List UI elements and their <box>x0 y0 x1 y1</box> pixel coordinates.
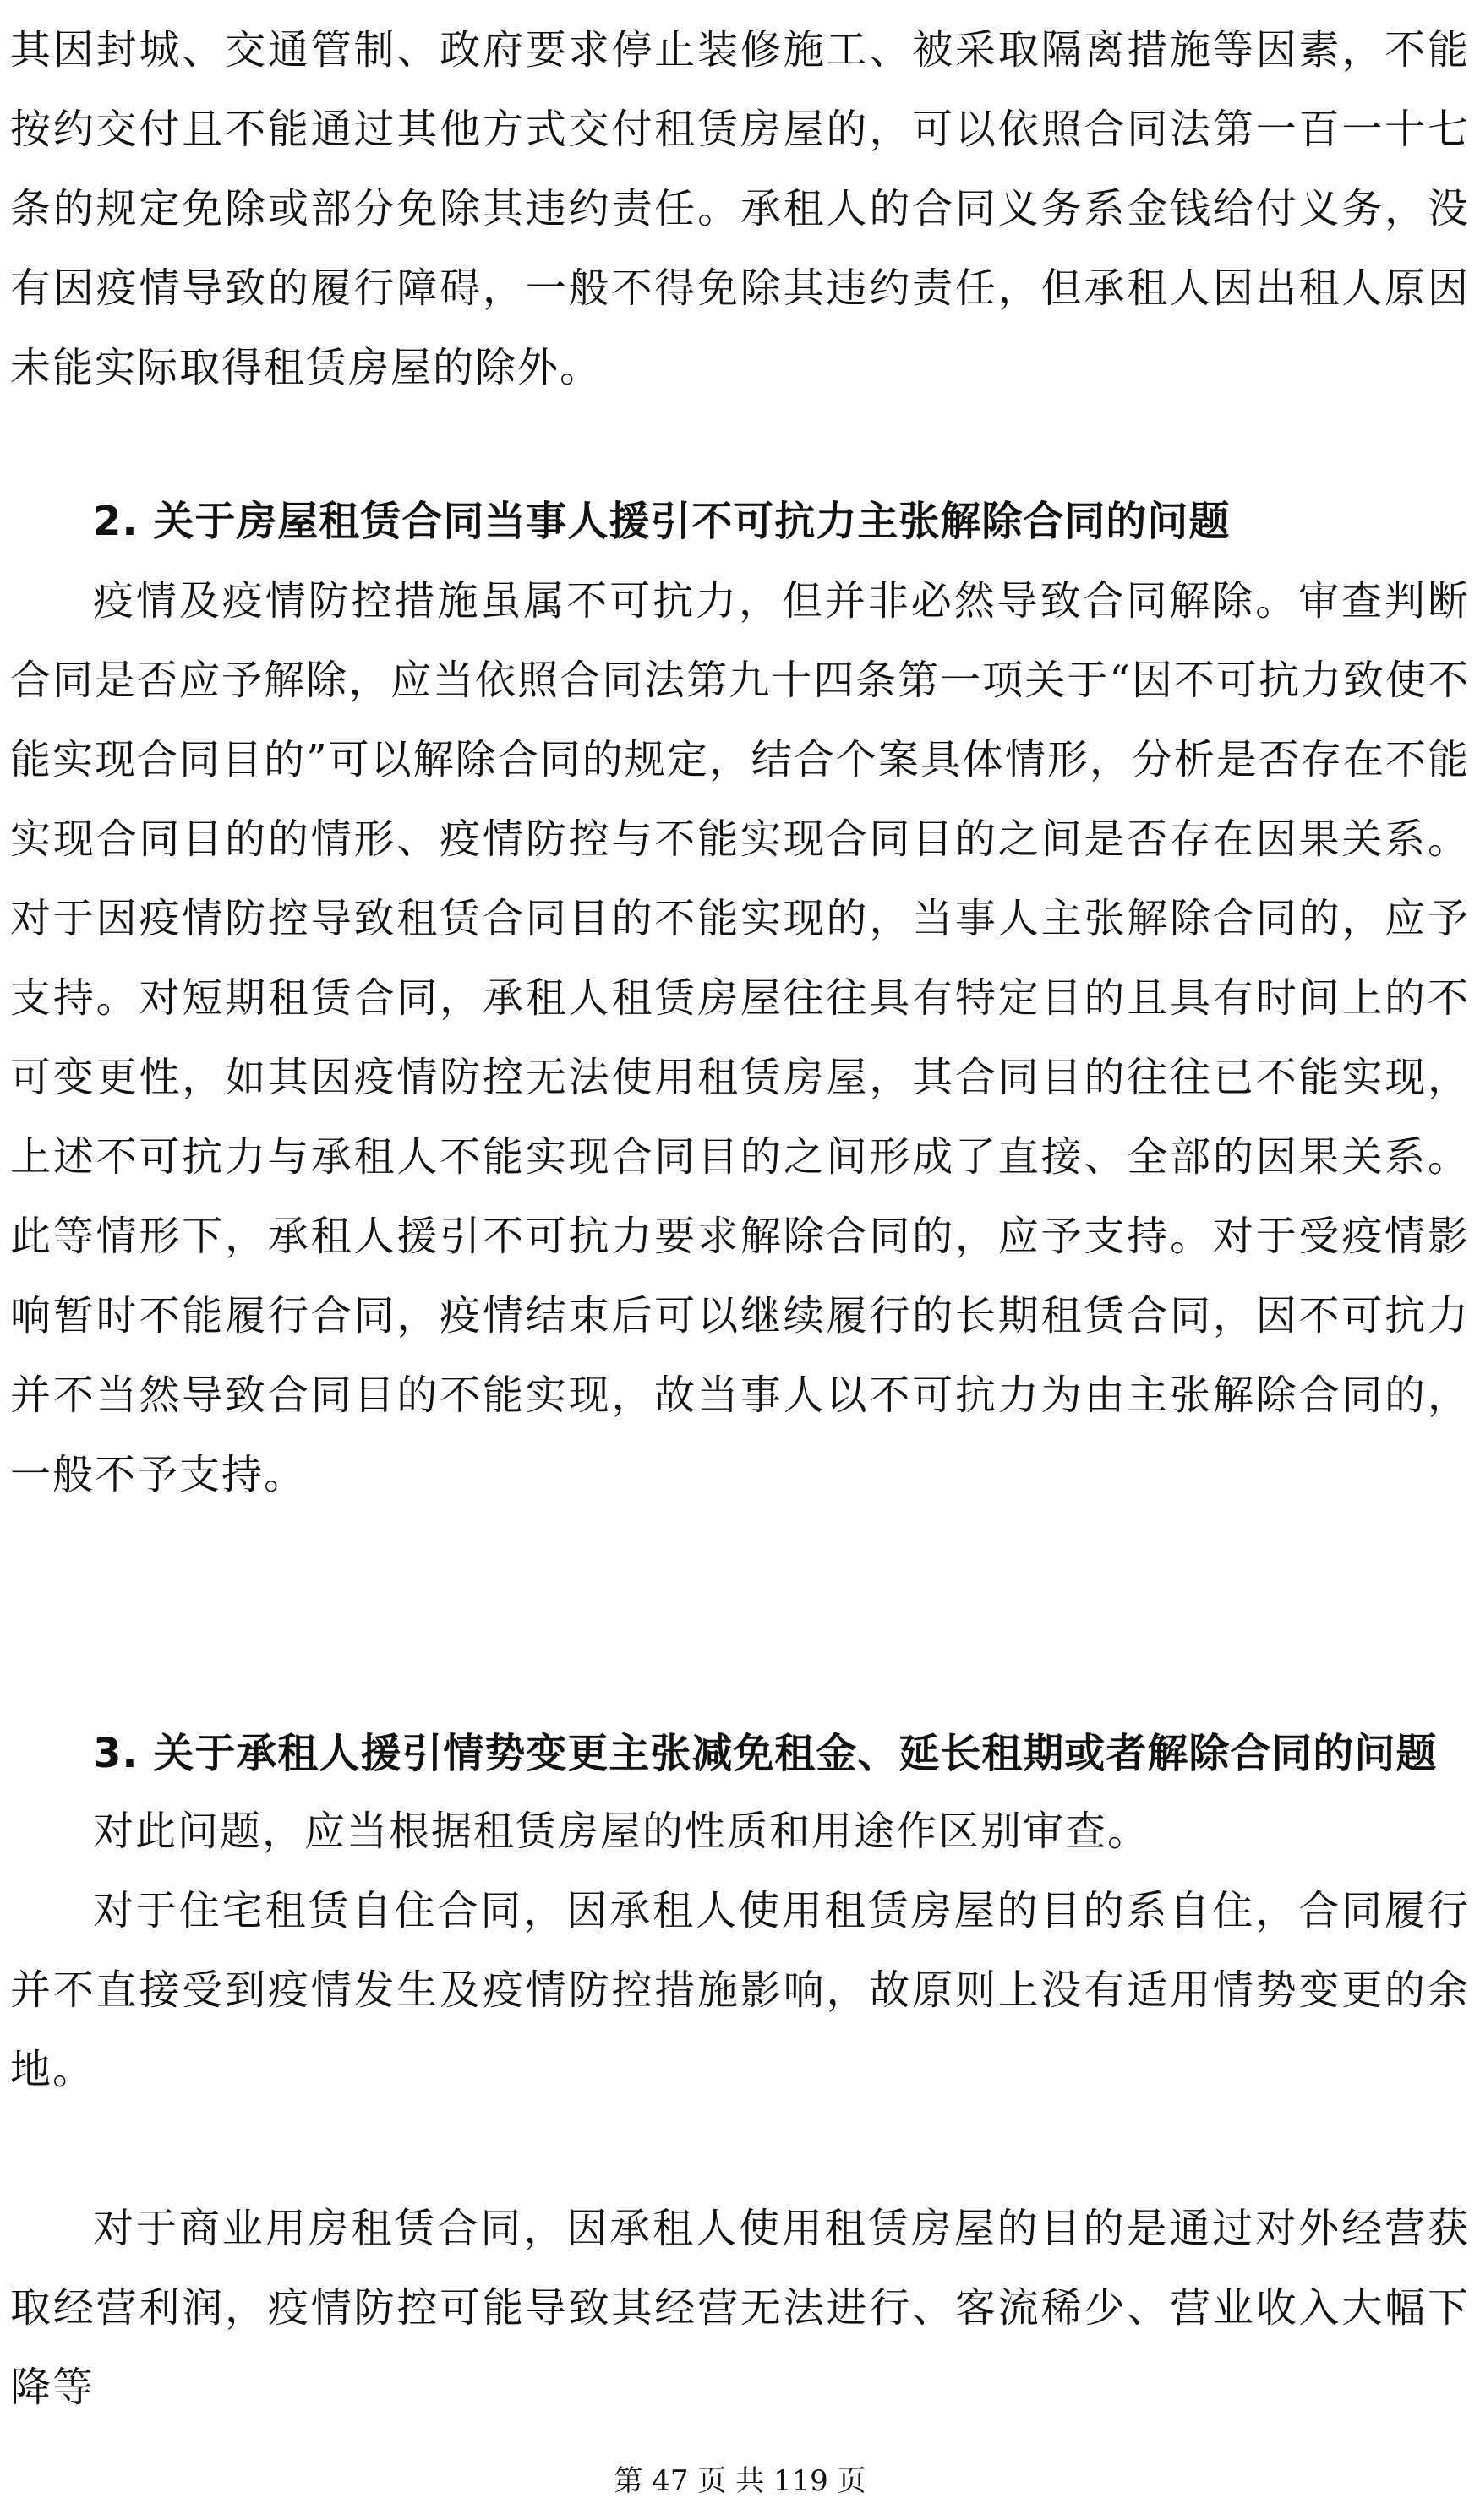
page-number-footer: 第 47 页 共 119 页 <box>614 2464 866 2498</box>
paragraph-continuation: 其因封城、交通管制、政府要求停止装修施工、被采取隔离措施等因素，不能按约交付且不能通过其他方式交付租赁房屋的，可以依照合同法第一百一十七条的规定免除或部分免除其违约责任。承租人的合同义务系金钱给付义务，没有因疫情导致的履行障碍，一般不得免除其违约责任，但承租人因出租人原因未能实际取得租赁房屋的除外。 <box>10 26 1470 391</box>
section-heading-3: 3. 关于承租人援引情势变更主张减免租金、延长租期或者解除合同的问题 <box>93 1730 1438 1777</box>
paragraph-residential-lease: 对于住宅租赁自住合同，因承租人使用租赁房屋的目的系自住，合同履行并不直接受到疫情发生及疫情防控措施影响，故原则上没有适用情势变更的余地。 <box>10 1887 1470 2093</box>
paragraph-review-intro: 对此问题，应当根据租赁房屋的性质和用途作区别审查。 <box>93 1808 1150 1855</box>
paragraph-force-majeure: 疫情及疫情防控措施虽属不可抗力，但并非必然导致合同解除。审查判断合同是否应予解除，应当依照合同法第九十四条第一项关于“因不可抗力致使不能实现合同目的”可以解除合同的规定，结合个案具体情形，分析是否存在不能实现合同目的的情形、疫情防控与不能实现合同目的之间是否存在因果关系。对于因疫情防控导致租赁合同目的不能实现的，当事人主张解除合同的，应予支持。对短期租赁合同，承租人租赁房屋往往具有特定目的且具有时间上的不可变更性，如其因疫情防控无法使用租赁房屋，其合同目的往往已不能实现，上述不可抗力与承租人不能实现合同目的之间形成了直接、全部的因果关系。此等情形下，承租人援引不可抗力要求解除合同的，应予支持。对于受疫情影响暂时不能履行合同，疫情结束后可以继续履行的长期租赁合同，因不可抗力并不当然导致合同目的不能实现，故当事人以不可抗力为由主张解除合同的，一般不予支持。 <box>10 577 1470 1498</box>
document-page <box>10 0 1470 2520</box>
section-heading-2: 2. 关于房屋租赁合同当事人援引不可抗力主张解除合同的问题 <box>93 498 1231 545</box>
paragraph-commercial-lease: 对于商业用房租赁合同，因承租人使用租赁房屋的目的是通过对外经营获取经营利润，疫情防控可能导致其经营无法进行、客流稀少、营业收入大幅下降等 <box>10 2205 1470 2411</box>
